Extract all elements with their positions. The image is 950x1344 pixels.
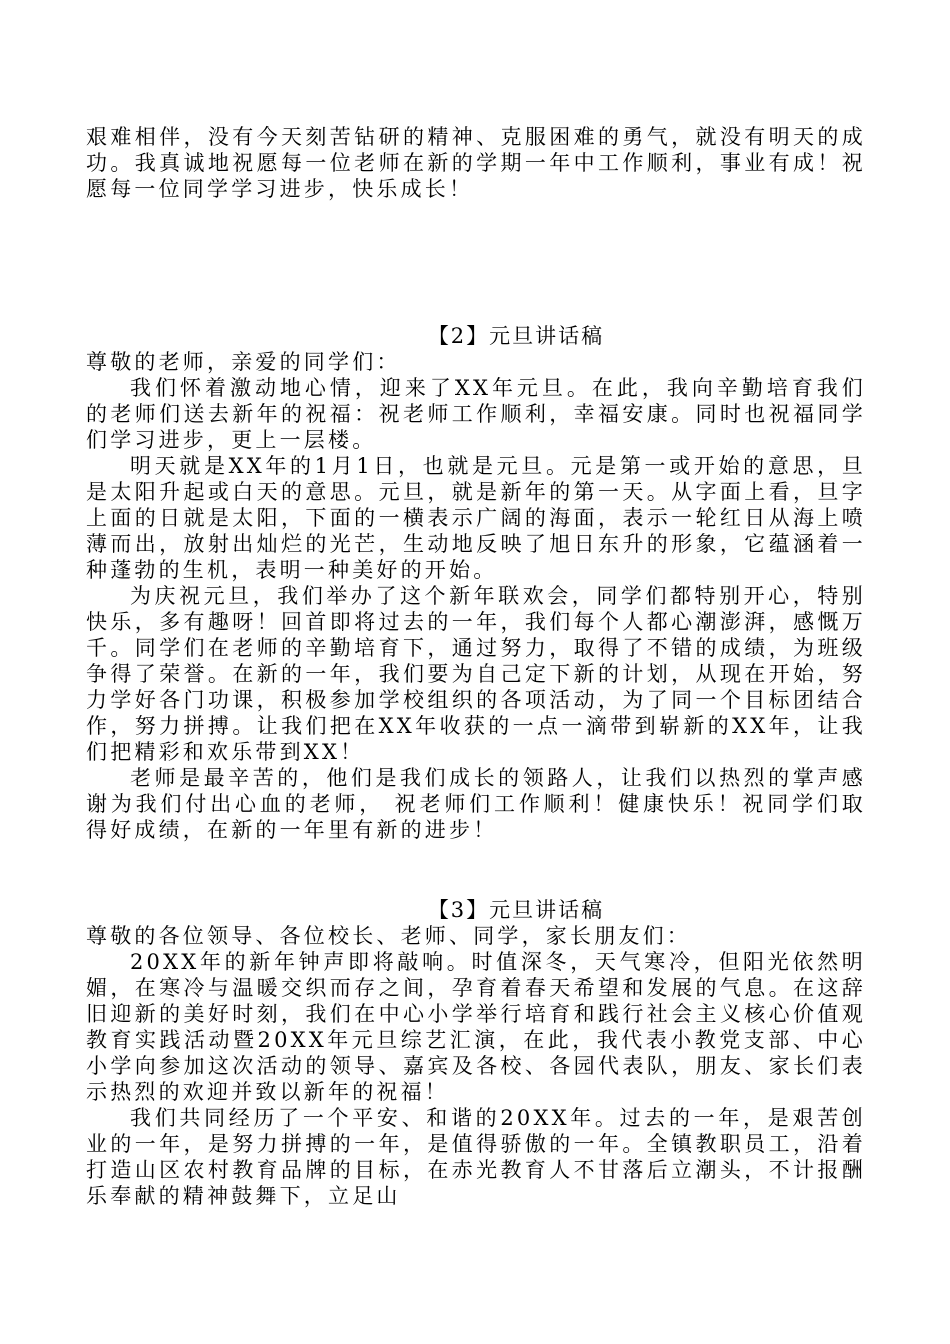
continuation-block [86,124,866,202]
section-3-paragraph: 20XX年的新年钟声即将敲响。时值深冬，天气寒冷，但阳光依然明媚，在寒冷与温暖交织而存之间，孕育着春天希望和发展的气息。在这辞旧迎新的美好时刻，我们在中心小学举行培育和践行社会主义核心价值观教育实践活动暨20XX年元旦综艺汇演，在此，我代表小教党支部、中心小学向参加这次活动的领导、嘉宾及各校、各园代表队，朋友、家长们表示热烈的欢迎并致以新年的祝福！ [86,950,866,1104]
section-2-paragraph: 为庆祝元旦，我们举办了这个新年联欢会，同学们都特别开心，特别快乐，多有趣呀！回首即将过去的一年，我们每个人都心潮澎湃，感慨万千。同学们在老师的辛勤培育下，通过努力，取得了不错的成绩，为班级争得了荣誉。在新的一年，我们要为自己定下新的计划，从现在开始，努力学好各门功课，积极参加学校组织的各项活动，为了同一个目标团结合作，努力拼搏。让我们把在XX年收获的一点一滴带到崭新的XX年，让我们把精彩和欢乐带到XX！ [86,584,866,764]
section-3-greeting: 尊敬的各位领导、各位校长、老师、同学，家长朋友们： [86,924,691,948]
section-3-paragraph: 我们共同经历了一个平安、和谐的20XX年。过去的一年，是艰苦创业的一年，是努力拼搏的一年，是值得骄傲的一年。全镇教职员工，沿着打造山区农村教育品牌的目标，在赤光教育人不甘落后立潮头，不计报酬乐奉献的精神鼓舞下，立足山 [86,1106,866,1208]
section-2-title: 【2】元旦讲话稿 [427,324,605,348]
section-3-title: 【3】元旦讲话稿 [427,898,605,922]
section-2-paragraph: 老师是最辛苦的，他们是我们成长的领路人，让我们以热烈的掌声感谢为我们付出心血的老师， 祝老师们工作顺利！健康快乐！祝同学们取得好成绩，在新的一年里有新的进步！ [86,766,866,842]
section-2-paragraph: 明天就是XX年的1月1日，也就是元旦。元是第一或开始的意思，旦是太阳升起或白天的意思。元旦，就是新年的第一天。从字面上看，旦字上面的日就是太阳，下面的一横表示广阔的海面，表示一轮红日从海上喷薄而出，放射出灿烂的光芒，生动地反映了旭日东升的形象，它蕴涵着一种蓬勃的生机，表明一种美好的开始。 [86,454,866,582]
section-2-paragraph: 我们怀着激动地心情，迎来了XX年元旦。在此，我向辛勤培育我们的老师们送去新年的祝福：祝老师工作顺利，幸福安康。同时也祝福同学们学习进步，更上一层楼。 [86,376,866,452]
speech-section-3 [86,897,866,1209]
section-2-greeting: 尊敬的老师，亲爱的同学们： [86,350,401,374]
speech-section-2 [86,323,866,843]
continuation-paragraph: 艰难相伴，没有今天刻苦钻研的精神、克服困难的勇气，就没有明天的成功。我真诚地祝愿每一位老师在新的学期一年中工作顺利，事业有成！祝愿每一位同学学习进步，快乐成长！ [86,125,866,201]
